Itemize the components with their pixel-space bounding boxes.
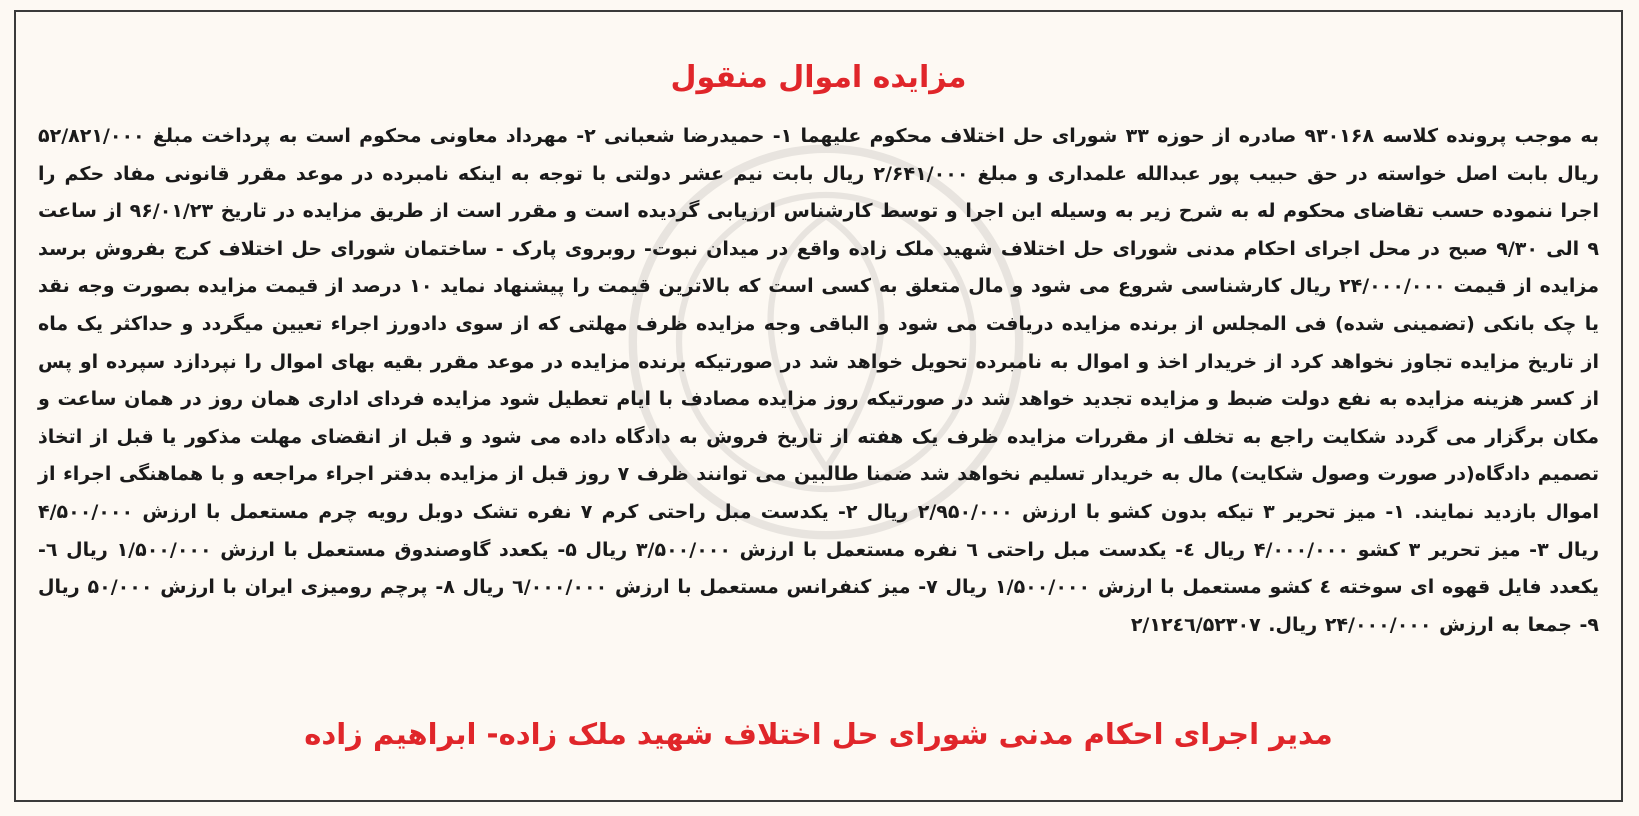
notice-body: به موجب پرونده کلاسه ۹۳۰۱۶۸ صادره از حوزه ۳۳ شورای حل اختلاف محکوم علیهما ۱- حمیدرضا شعبانی ۲- مهرداد معاونی محکوم است به پرداخت مبلغ ۵۲/۸۲۱/۰۰۰ ریال بابت اصل خواسته در حق حبیب پور عبدالله علمداری و مبلغ ۲/۶۴۱/۰۰۰ ریال بابت نیم عشر دولتی با توجه به اینکه نامبرده در موعد مقرر قانونی مفاد حکم را اجرا ننموده حسب تقاضای محکوم له به شرح زیر به وسیله این اجرا و توسط کارشناس ارزیابی گردیده است و مقرر است از طریق مزایده در تاریخ ۹۶/۰۱/۲۳ از ساعت ۹ الی ۹/۳۰ صبح در محل اجرای احکام مدنی شورای حل اختلاف شهید ملک زاده واقع در میدان نبوت- روبروی پارک - ساختمان شورای حل اختلاف کرج بفروش برسد مزایده از قیمت ۲۴/۰۰۰/۰۰۰ ریال کارشناسی شروع می شود و مال متعلق به کسی است که بالاترین قیمت را پیشنهاد نماید ۱۰ درصد از قیمت مزایده بصورت وجه نقد یا چک بانکی (تضمینی شده) فی المجلس از برنده مزایده دریافت می شود و الباقی وجه مزایده ظرف مهلتی که از سوی دادورز اجراء تعیین میگردد و حداکثر یک ماه از تاریخ مزایده تجاوز نخواهد کرد از خریدار اخذ و اموال به نامبرده تحویل خواهد شد در صورتیکه برنده مزایده در موعد مقرر بقیه بهای اموال را نپردازد سپرده او پس از کسر هزینه مزایده به نفع دولت ضبط و مزایده تجدید خواهد شد در صورتیکه روز مزایده مصادف با ایام تعطیل شود مزایده فردای اداری همان روز در همان ساعت و مکان برگزار می گردد شکایت راجع به تخلف از مقررات مزایده ظرف یک هفته از تاریخ فروش به دادگاه داده می شود و قبل از انقضای مهلت مذکور یا قبل از اتخاذ تصمیم دادگاه(در صورت وصول شکایت) مال به خریدار تسلیم نخواهد شد ضمنا طالبین می توانند ظرف ۷ روز قبل از مزایده بدفتر اجراء مراجعه و با هماهنگی اجراء از اموال بازدید نمایند. ۱- میز تحریر ۳ تیکه بدون کشو با ارزش ۲/۹۵۰/۰۰۰ ریال ۲- یکدست مبل راحتی کرم ۷ نفره تشک دوبل رویه چرم مستعمل با ارزش ۴/۵۰۰/۰۰۰ ریال ۳- میز تحریر ۳ کشو ۴/۰۰۰/۰۰۰ ریال ٤- یکدست مبل راحتی ٦ نفره مستعمل با ارزش ۳/۵۰۰/۰۰۰ ریال ۵- یکعدد گاوصندوق مستعمل با ارزش ۱/۵۰۰/۰۰۰ ریال ٦- یکعدد فایل قهوه ای سوخته ٤ کشو مستعمل با ارزش ۱/۵۰۰/۰۰۰ ریال ۷- میز کنفرانس مستعمل با ارزش ٦/۰۰۰/۰۰۰ ریال ۸- پرچم رومیزی ایران با ارزش ۵۰/۰۰۰ ریال ۹- جمعا به ارزش ۲۴/۰۰۰/۰۰۰ ریال. ۲/۱۲٤٦/۵۲۳۰۷ [38, 125, 1600, 636]
notice-title: مزایده اموال منقول [670, 60, 967, 95]
auction-notice [14, 10, 1623, 802]
notice-signature: مدیر اجرای احکام مدنی شورای حل اختلاف شهید ملک زاده- ابراهیم زاده [304, 717, 1333, 751]
